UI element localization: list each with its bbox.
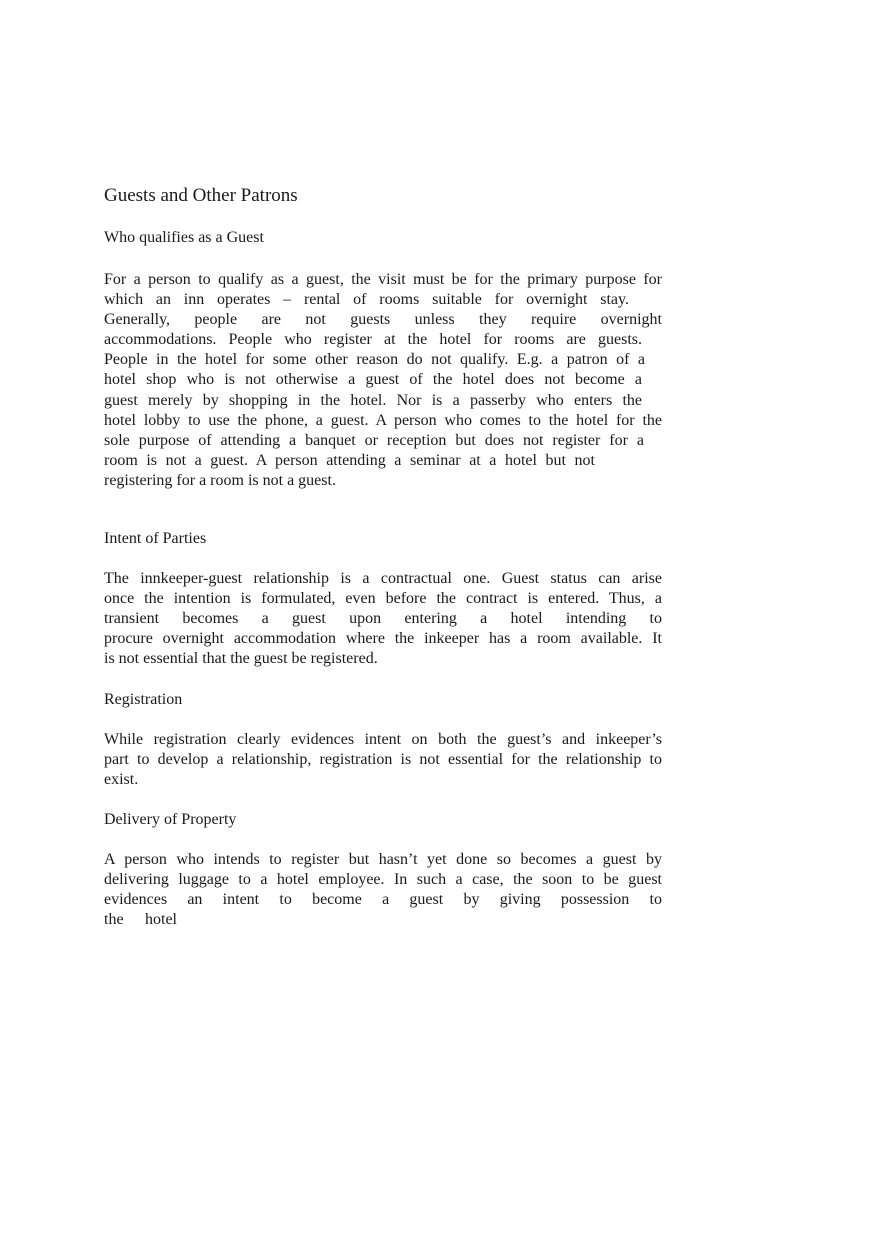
paragraph-line: room is not a guest. A person attending a seminar at a hotel but not bbox=[104, 451, 595, 469]
paragraph-line: part to develop a relationship, registration is not essential for the relationship to bbox=[104, 750, 662, 768]
paragraph-line: guest merely by shopping in the hotel. Nor is a passerby who enters the bbox=[104, 391, 642, 409]
section-paragraph-intent-of-parties bbox=[104, 569, 662, 669]
paragraph-line: For a person to qualify as a guest, the visit must be for the primary purpose for bbox=[104, 271, 662, 288]
paragraph-line: the hotel bbox=[104, 911, 177, 929]
paragraph-line: The innkeeper-guest relationship is a contractual one. Guest status can arise bbox=[104, 570, 662, 588]
paragraph-line: delivering luggage to a hotel employee. In such a case, the soon to be guest bbox=[104, 870, 662, 888]
paragraph-line: evidences an intent to become a guest by giving possession to bbox=[104, 890, 662, 908]
paragraph-line: procure overnight accommodation where the inkeeper has a room available. It bbox=[104, 630, 662, 648]
paragraph-line: sole purpose of attending a banquet or reception but does not register for a bbox=[104, 431, 644, 449]
section-heading-registration: Registration bbox=[104, 690, 183, 708]
section-paragraph-who-qualifies bbox=[104, 270, 662, 491]
paragraph-line: hotel lobby to use the phone, a guest. A person who comes to the hotel for the bbox=[104, 411, 662, 429]
paragraph-line: which an inn operates – rental of rooms suitable for overnight stay. bbox=[104, 291, 629, 309]
section-paragraph-registration bbox=[104, 730, 662, 790]
paragraph-line: transient becomes a guest upon entering a hotel intending to bbox=[104, 610, 662, 628]
paragraph-line: hotel shop who is not otherwise a guest of the hotel does not become a bbox=[104, 371, 642, 389]
document-title: Guests and Other Patrons bbox=[104, 185, 298, 206]
section-heading-who-qualifies: Who qualifies as a Guest bbox=[104, 229, 264, 246]
paragraph-line: once the intention is formulated, even before the contract is entered. Thus, a bbox=[104, 590, 662, 608]
paragraph-line: People in the hotel for some other reason do not qualify. E.g. a patron of a bbox=[104, 351, 645, 369]
paragraph-line: accommodations. People who register at the hotel for rooms are guests. bbox=[104, 331, 642, 349]
paragraph-line: A person who intends to register but hasn’t yet done so becomes a guest by bbox=[104, 850, 662, 868]
document-page bbox=[104, 183, 662, 930]
paragraph-line: Generally, people are not guests unless they require overnight bbox=[104, 311, 662, 329]
paragraph-line: While registration clearly evidences intent on both the guest’s and inkeeper’s bbox=[104, 730, 662, 748]
paragraph-line: exist. bbox=[104, 770, 139, 788]
section-heading-delivery-of-property: Delivery of Property bbox=[104, 810, 237, 828]
section-heading-intent-of-parties: Intent of Parties bbox=[104, 530, 207, 548]
section-paragraph-delivery-of-property bbox=[104, 850, 662, 930]
paragraph-line: is not essential that the guest be registered. bbox=[104, 650, 378, 668]
paragraph-line: registering for a room is not a guest. bbox=[104, 471, 336, 489]
